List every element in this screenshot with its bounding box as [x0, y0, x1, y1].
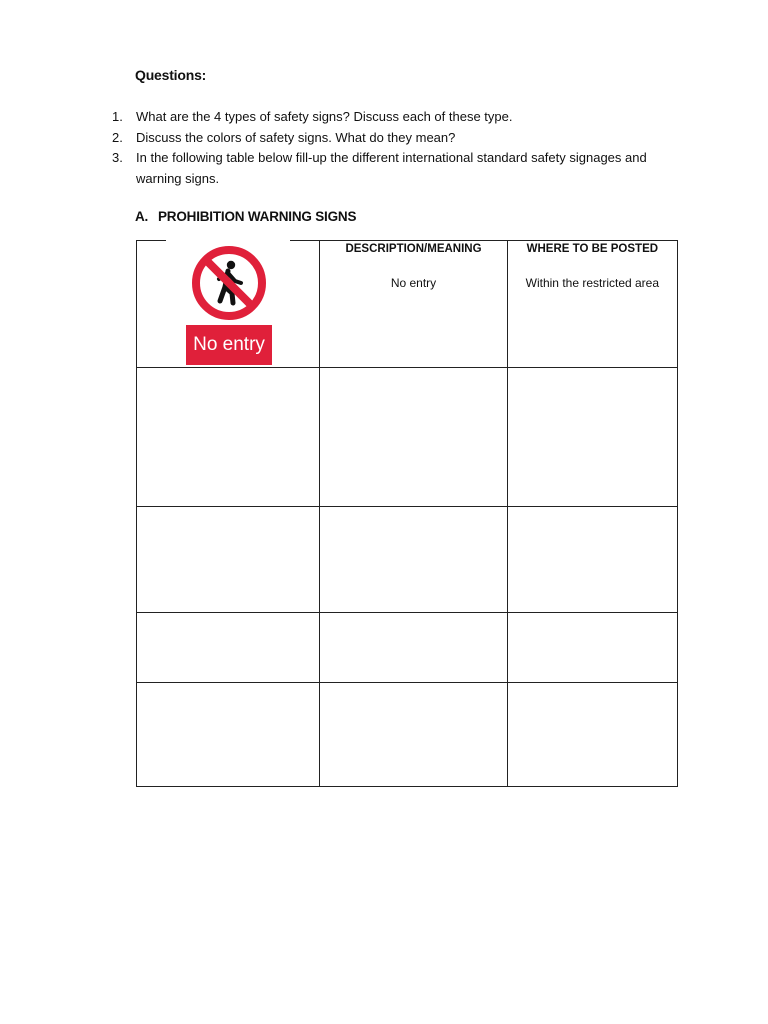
where-cell[interactable]	[507, 613, 677, 683]
no-pedestrian-icon	[186, 245, 272, 325]
description-cell[interactable]	[320, 368, 507, 507]
question-text: In the following table below fill-up the different international standard safety signages and warning signs.	[136, 150, 647, 186]
description-value: No entry	[390, 276, 437, 290]
question-number: 1.	[112, 109, 123, 124]
question-item-3	[112, 148, 672, 189]
table-row	[137, 241, 678, 368]
no-entry-sign-label: No entry	[186, 325, 272, 365]
question-item-1	[112, 107, 672, 128]
sign-image-cell[interactable]	[137, 368, 320, 507]
sign-image-cell	[137, 241, 320, 368]
table-row	[137, 368, 678, 507]
where-cell[interactable]	[507, 507, 677, 613]
description-cell[interactable]	[320, 613, 507, 683]
sign-image-cell[interactable]	[137, 507, 320, 613]
cell-border	[136, 240, 166, 241]
where-cell[interactable]	[507, 683, 677, 787]
question-number: 2.	[112, 129, 123, 145]
question-text: Discuss the colors of safety signs. What do they mean?	[136, 129, 456, 145]
question-number: 3.	[112, 150, 123, 165]
column-header-description: DESCRIPTION/MEANING	[345, 243, 482, 255]
where-cell	[507, 241, 677, 368]
questions-heading: Questions:	[135, 67, 207, 83]
prohibition-signs-table	[136, 240, 678, 787]
sign-image-cell[interactable]	[137, 683, 320, 787]
description-cell	[320, 241, 507, 368]
cell-border	[290, 240, 321, 241]
question-item-2	[112, 128, 672, 149]
section-heading	[135, 209, 356, 224]
description-cell[interactable]	[320, 683, 507, 787]
where-cell[interactable]	[507, 368, 677, 507]
table-row	[137, 683, 678, 787]
no-entry-sign-image	[186, 245, 272, 365]
section-title: PROHIBITION WARNING SIGNS	[158, 209, 357, 224]
column-header-where: WHERE TO BE POSTED	[526, 243, 659, 255]
question-list	[112, 107, 672, 189]
section-letter: A.	[135, 209, 149, 224]
table-row	[137, 613, 678, 683]
description-cell[interactable]	[320, 507, 507, 613]
table-row	[137, 507, 678, 613]
sign-image-cell[interactable]	[137, 613, 320, 683]
where-value: Within the restricted area	[525, 276, 660, 290]
question-text: What are the 4 types of safety signs? Discuss each of these type.	[136, 109, 513, 124]
